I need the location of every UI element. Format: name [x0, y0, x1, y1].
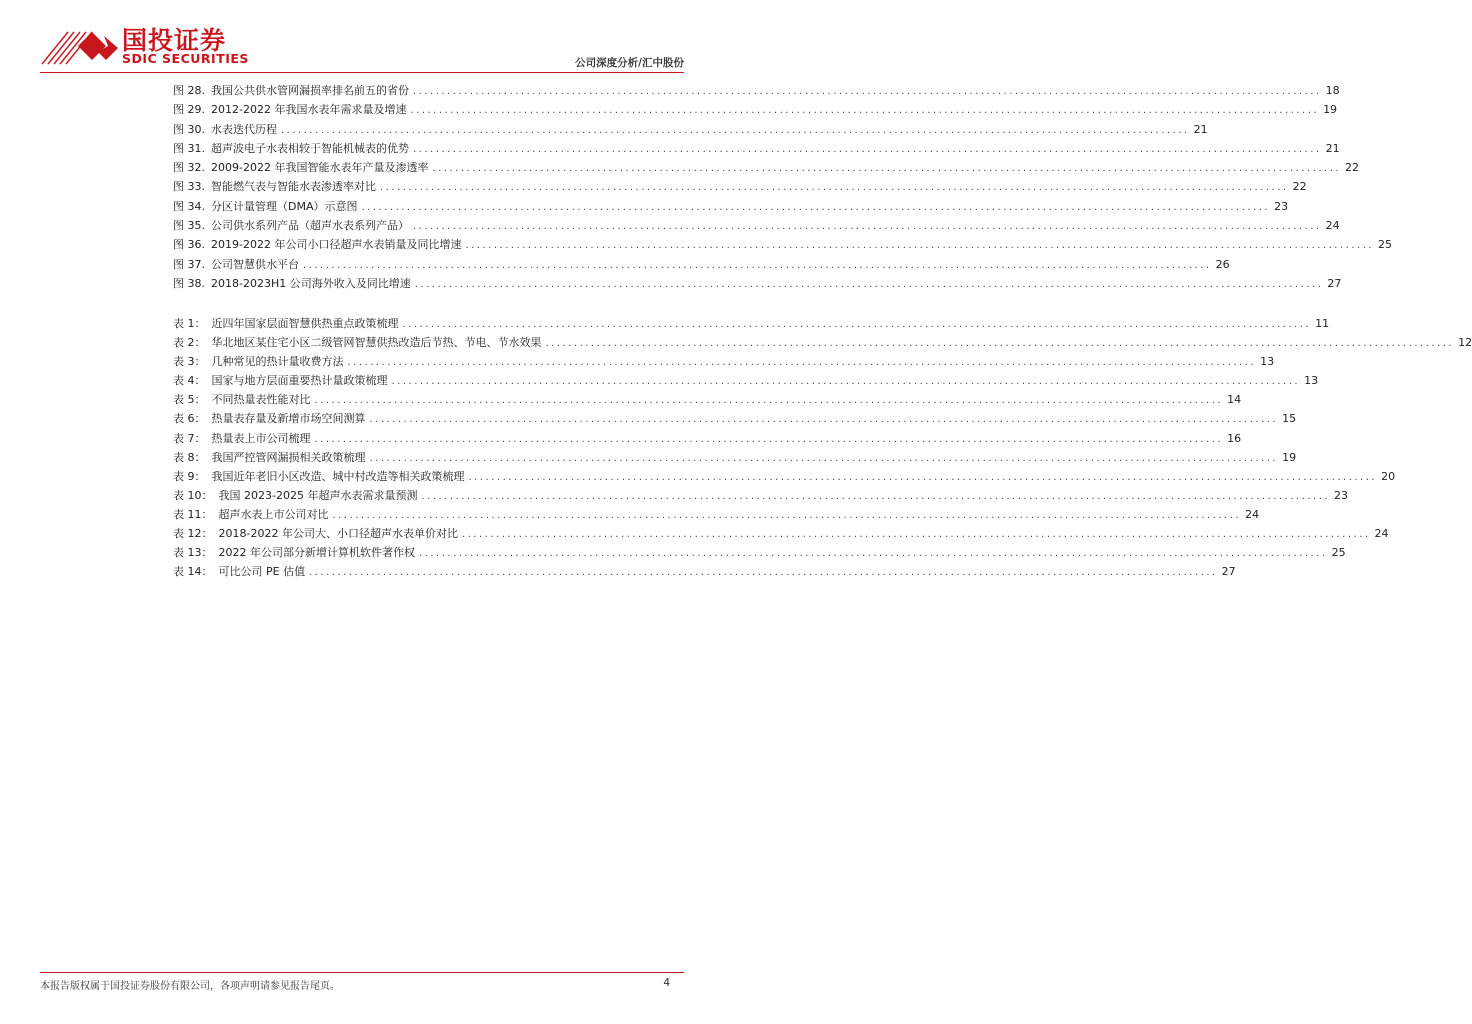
table-entry[interactable] [173, 543, 1346, 562]
figure-entry[interactable] [173, 235, 1393, 254]
page-header [0, 0, 724, 75]
table-entry-label: 表 10： [173, 488, 213, 502]
figure-entry-page: 21 [1325, 141, 1340, 155]
dot-leader: ................................................................................................................................................................ [361, 201, 1271, 213]
table-entry-title: 热量表上市公司梳理 [211, 431, 311, 445]
dot-leader: ................................................................................................................................................................ [414, 278, 1324, 290]
table-entry-page: 24 [1245, 507, 1260, 521]
table-entry-title: 华北地区某住宅小区二级管网智慧供热改造后节热、节电、节水效果 [211, 336, 542, 350]
figure-entry-title: 公司智慧供水平台 [211, 257, 299, 271]
table-entry[interactable] [173, 429, 1242, 448]
table-entry[interactable] [173, 524, 1389, 543]
dot-leader: ................................................................................................................................................................ [369, 414, 1279, 426]
dot-leader: ................................................................................................................................................................ [347, 357, 1257, 369]
table-entry[interactable] [173, 333, 1472, 352]
dot-leader: ................................................................................................................................................................ [465, 240, 1375, 252]
table-entry[interactable] [173, 409, 1297, 428]
table-entry[interactable] [173, 314, 1330, 333]
dot-leader: ................................................................................................................................................................ [413, 86, 1322, 97]
figure-entry-title: 2009-2022 年我国智能水表年产量及渗透率 [211, 161, 429, 175]
dot-leader: ................................................................................................................................................................ [402, 319, 1312, 330]
logo-mark-icon [40, 26, 120, 66]
figure-entry-page: 23 [1274, 199, 1289, 213]
table-entry-label: 表 6： [173, 412, 206, 426]
table-entry-label: 表 1： [173, 317, 206, 330]
figure-entry-title: 超声波电子水表相较于智能机械表的优势 [211, 141, 409, 155]
figure-entry-title: 水表迭代历程 [211, 122, 277, 136]
table-entry-label: 表 13： [173, 546, 213, 560]
table-entry-page: 24 [1374, 527, 1389, 541]
table-entry-page: 13 [1304, 374, 1319, 388]
figure-entry[interactable] [173, 81, 1340, 100]
dot-leader: ................................................................................................................................................................ [545, 338, 1455, 350]
figure-entry-page: 26 [1215, 257, 1230, 271]
figure-entry-label: 图 36. [173, 238, 205, 252]
table-entry-title: 我国近年老旧小区改造、城中村改造等相关政策梳理 [211, 469, 465, 483]
figure-entry[interactable] [173, 197, 1289, 216]
table-entry[interactable] [173, 390, 1242, 409]
table-entry-page: 13 [1260, 355, 1275, 369]
table-entry-page: 23 [1334, 488, 1349, 502]
figure-entry-title: 我国公共供水管网漏损率排名前五的省份 [211, 84, 409, 97]
table-entry[interactable] [173, 467, 1396, 486]
dot-leader: ................................................................................................................................................................ [461, 529, 1371, 541]
figure-entry-page: 21 [1193, 122, 1208, 136]
figure-entry-label: 图 33. [173, 180, 205, 194]
figure-entry-page: 22 [1292, 180, 1307, 194]
table-entry[interactable] [173, 562, 1236, 581]
table-entry-page: 25 [1331, 546, 1346, 560]
table-entry-label: 表 14： [173, 565, 213, 579]
dot-leader: ................................................................................................................................................................ [314, 433, 1224, 445]
figure-entry-label: 图 30. [173, 122, 205, 136]
figure-entry-title: 智能燃气表与智能水表渗透率对比 [211, 180, 376, 194]
table-entry-label: 表 3： [173, 355, 206, 369]
figure-entry-page: 25 [1378, 238, 1393, 252]
figure-entry-page: 27 [1327, 276, 1342, 290]
logo-chinese-name: 国投证券 [122, 26, 227, 55]
table-entry-page: 12 [1458, 336, 1472, 350]
dot-leader: ................................................................................................................................................................ [303, 259, 1212, 271]
table-entry-label: 表 11： [173, 507, 213, 521]
table-entry[interactable] [173, 352, 1275, 371]
table-entry-label: 表 2： [173, 336, 206, 350]
table-entry-title: 2018-2022 年公司大、小口径超声水表单价对比 [218, 527, 458, 541]
figure-entry-page: 24 [1325, 219, 1340, 233]
table-entry-title: 国家与地方层面重要热计量政策梳理 [211, 374, 388, 388]
figure-entry-label: 图 29. [173, 103, 205, 117]
dot-leader: ................................................................................................................................................................ [391, 376, 1301, 388]
dot-leader: ................................................................................................................................................................ [410, 105, 1320, 117]
figure-index [173, 81, 1393, 293]
table-entry-page: 27 [1221, 565, 1236, 579]
figure-entry-title: 分区计量管理（DMA）示意图 [211, 199, 358, 213]
table-entry-title: 我国 2023-2025 年超声水表需求量预测 [218, 488, 418, 502]
figure-entry-title: 2018-2023H1 公司海外收入及同比增速 [211, 276, 411, 290]
figure-entry-title: 2019-2022 年公司小口径超声水表销量及同比增速 [211, 238, 462, 252]
figure-entry[interactable] [173, 120, 1208, 139]
table-entry-label: 表 12： [173, 527, 213, 541]
dot-leader: ................................................................................................................................................................ [369, 452, 1279, 464]
table-entry-label: 表 8： [173, 450, 206, 464]
logo-english-name: SDIC SECURITIES [122, 51, 249, 66]
figure-entry-label: 图 34. [173, 199, 205, 213]
figure-entry-label: 图 32. [173, 161, 205, 175]
table-entry-page: 20 [1381, 469, 1396, 483]
figure-entry-page: 18 [1325, 84, 1340, 97]
dot-leader: ................................................................................................................................................................ [380, 182, 1289, 194]
figure-entry[interactable] [173, 255, 1230, 274]
table-entry-label: 表 9： [173, 469, 206, 483]
figure-entry[interactable] [173, 216, 1340, 235]
table-entry-label: 表 7： [173, 431, 206, 445]
dot-leader: ................................................................................................................................................................ [309, 567, 1218, 579]
figure-entry-page: 19 [1323, 103, 1338, 117]
figure-entry-label: 图 28. [173, 84, 205, 97]
dot-leader: ................................................................................................................................................................ [413, 221, 1322, 233]
figure-entry-label: 图 37. [173, 257, 205, 271]
table-entry-title: 近四年国家层面智慧供热重点政策梳理 [211, 317, 399, 330]
figure-entry-page: 22 [1345, 161, 1360, 175]
table-entry-title: 2022 年公司部分新增计算机软件著作权 [218, 546, 415, 560]
figure-entry[interactable] [173, 100, 1338, 119]
figure-entry-label: 图 35. [173, 219, 205, 233]
dot-leader: ................................................................................................................................................................ [421, 490, 1331, 502]
table-entry-title: 不同热量表性能对比 [211, 393, 311, 407]
dot-leader: ................................................................................................................................................................ [281, 124, 1190, 136]
table-entry-label: 表 4： [173, 374, 206, 388]
dot-leader: ................................................................................................................................................................ [332, 509, 1242, 521]
table-entry-label: 表 5： [173, 393, 206, 407]
footer-divider [40, 972, 684, 973]
table-entry-title: 超声水表上市公司对比 [218, 507, 329, 521]
figure-entry[interactable] [173, 177, 1307, 196]
page-number: 4 [663, 977, 670, 989]
table-entry-page: 14 [1227, 393, 1242, 407]
figure-entry-label: 图 38. [173, 276, 205, 290]
dot-leader: ................................................................................................................................................................ [468, 471, 1378, 483]
table-entry-page: 19 [1282, 450, 1297, 464]
figure-entry-title: 2012-2022 年我国水表年需求量及增速 [211, 103, 407, 117]
table-entry-title: 热量表存量及新增市场空间测算 [211, 412, 366, 426]
table-entry-page: 15 [1282, 412, 1297, 426]
dot-leader: ................................................................................................................................................................ [413, 143, 1322, 155]
table-entry[interactable] [173, 371, 1319, 390]
copyright-notice: 本报告版权属于国投证券股份有限公司，各项声明请参见报告尾页。 [40, 981, 340, 992]
table-entry-page: 11 [1315, 317, 1330, 330]
table-entry[interactable] [173, 505, 1260, 524]
figure-entry-label: 图 31. [173, 141, 205, 155]
table-index [173, 314, 1472, 581]
dot-leader: ................................................................................................................................................................ [314, 395, 1224, 407]
figure-entry[interactable] [173, 274, 1342, 293]
header-divider [40, 72, 684, 73]
figure-entry-title: 公司供水系列产品（超声水表系列产品） [211, 219, 409, 233]
company-logo [40, 26, 249, 66]
figure-entry[interactable] [173, 139, 1340, 158]
table-entry-title: 几种常见的热计量收费方法 [211, 355, 344, 369]
table-entry[interactable] [173, 486, 1349, 505]
table-entry-title: 我国严控管网漏损相关政策梳理 [211, 450, 366, 464]
table-entry[interactable] [173, 448, 1297, 467]
report-type-label: 公司深度分析/汇中股份 [575, 57, 684, 69]
table-entry-title: 可比公司 PE 估值 [218, 565, 306, 579]
dot-leader: ................................................................................................................................................................ [419, 548, 1328, 560]
dot-leader: ................................................................................................................................................................ [432, 163, 1342, 175]
figure-entry[interactable] [173, 158, 1360, 177]
table-entry-page: 16 [1227, 431, 1242, 445]
